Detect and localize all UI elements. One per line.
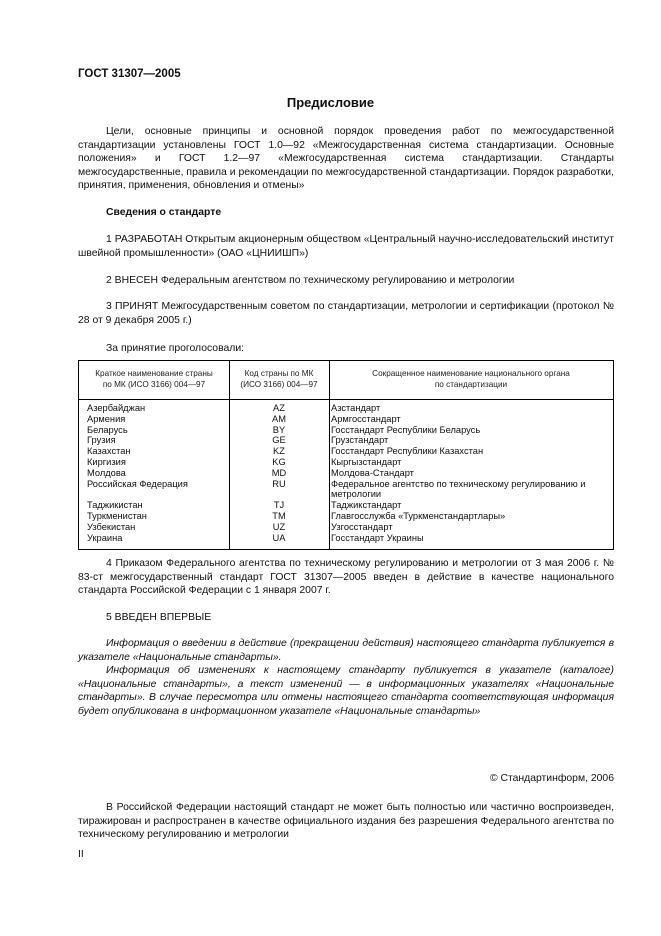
intro-paragraph: Цели, основные принципы и основной порядок проведения работ по межгосударственной стандартизации установлены ГОСТ 1.0—92 «Межгосударственная система стандартизации. Основные положения» и ГОСТ 1.2—97 «Межгосударственная система стандартизации. Стандарты межгосударственные, правила и рекомендации по межгосударственной стандартизации. Порядок разработки, принятия, применения, обновления и отмены» <box>78 126 614 192</box>
cell-country: Российская Федерация <box>87 478 188 489</box>
cell-code: AM <box>272 413 286 424</box>
cell-code: RU <box>272 478 286 489</box>
table-row <box>79 457 613 468</box>
table-row <box>79 403 613 414</box>
table-row <box>79 500 613 511</box>
document-code-header: ГОСТ 31307—2005 <box>78 68 181 80</box>
cell-org: Госстандарт Республики Беларусь <box>331 424 481 435</box>
cell-code: UA <box>272 532 286 543</box>
cell-country: Казахстан <box>87 446 131 457</box>
item-1-developed: 1 РАЗРАБОТАН Открытым акционерным обществом «Центральный научно-исследовательский институт швейной промышленности» (ОАО «ЦНИИШП») <box>78 234 614 259</box>
table-row <box>79 533 613 544</box>
cell-org-line: Федеральное агентство по техническому регулированию и <box>331 478 586 489</box>
voting-table <box>78 360 614 550</box>
header-code: Код страны по МК (ИСО 3166) 004—97 <box>240 369 318 389</box>
cell-code: UZ <box>272 521 286 532</box>
cell-org: Таджикстандарт <box>331 500 402 511</box>
table-row <box>79 435 613 446</box>
cell-country: Туркменистан <box>87 510 147 521</box>
cell-code: TM <box>272 510 286 521</box>
cell-country: Киргизия <box>87 456 126 467</box>
cell-org: Молдова-Стандарт <box>331 467 414 478</box>
cell-country: Молдова <box>87 467 126 478</box>
cell-code: MD <box>271 467 287 478</box>
table-row <box>79 425 613 436</box>
cell-country: Грузия <box>87 435 116 446</box>
cell-org: Госстандарт Украины <box>331 532 424 543</box>
cell-org: Узгосстандарт <box>331 521 393 532</box>
table-row <box>79 479 613 501</box>
page-title: Предисловие <box>286 95 375 110</box>
notice-publication: Информация о введении в действие (прекращении действия) настоящего стандарта публикуется в указателе «Национальные стандарты». <box>78 638 614 663</box>
cell-code: BY <box>272 424 286 435</box>
cell-country: Украина <box>87 532 123 543</box>
table-row <box>79 522 613 533</box>
table-body <box>79 403 613 543</box>
cell-country: Армения <box>87 413 126 424</box>
restriction-paragraph: В Российской Федерации настоящий стандарт не может быть полностью или частично воспроизведен, тиражирован и распространен в качестве официального издания без разрешения Федерального агентства по техническому регулированию и метрологии <box>78 802 614 841</box>
table-row <box>79 468 613 479</box>
item-2-submitted: 2 ВНЕСЕН Федеральным агентством по техническому регулированию и метрологии <box>106 275 515 286</box>
cell-org: Главгосслужба «Туркменстандартлары» <box>331 510 506 521</box>
voted-label: За принятие проголосовали: <box>106 343 245 354</box>
cell-org: Грузстандарт <box>331 435 389 446</box>
cell-code: KG <box>272 456 286 467</box>
notice-changes: Информация об изменениях к настоящему стандарту публикуется в указателе (каталоге) «Национальные стандарты», а текст изменений — в информационных указателях «Национальные стандарты». В случае пересмотра или отмены настоящего стандарта соответствующая информация будет опубликована в информационном указателе «Национальные стандарты» <box>78 665 614 717</box>
cell-org: Армгосстандарт <box>331 413 401 424</box>
cell-code: KZ <box>273 446 285 457</box>
item-3-adopted: 3 ПРИНЯТ Межгосударственным советом по стандартизации, метрологии и сертификации (протокол № 28 от 9 декабря 2005 г.) <box>78 301 614 326</box>
cell-org: Кыргызстандарт <box>331 456 402 467</box>
header-org: Сокращенное наименование национального органа по стандартизации <box>372 369 570 389</box>
cell-org-line: метрологии <box>331 489 382 500</box>
table-row <box>79 446 613 457</box>
info-heading: Сведения о стандарте <box>106 207 222 218</box>
table-row <box>79 414 613 425</box>
cell-org <box>331 479 609 501</box>
page-number: II <box>78 849 84 860</box>
cell-country: Беларусь <box>87 424 128 435</box>
table-row <box>79 511 613 522</box>
header-country: Краткое наименование страны по МК (ИСО 3166) 004—97 <box>95 369 213 389</box>
copyright-line: © Стандартинформ, 2006 <box>489 773 614 784</box>
cell-country: Азербайджан <box>87 403 146 413</box>
item-4-order: 4 Приказом Федерального агентства по техническому регулированию и метрологии от 3 мая 2006 г. № 83-ст межгосударственный стандарт ГОСТ 31307—2005 введен в действие в качестве национального стандарта Российской Федерации с 1 января 2007 г. <box>78 558 614 597</box>
cell-code: AZ <box>273 403 285 413</box>
cell-org: Азстандарт <box>331 403 381 413</box>
cell-country: Таджикистан <box>87 500 143 511</box>
item-5-first-introduced: 5 ВВЕДЕН ВПЕРВЫЕ <box>106 612 212 623</box>
cell-org: Госстандарт Республики Казахстан <box>331 446 484 457</box>
cell-code: TJ <box>273 500 285 511</box>
cell-code: GE <box>272 435 286 446</box>
cell-country: Узбекистан <box>87 521 136 532</box>
